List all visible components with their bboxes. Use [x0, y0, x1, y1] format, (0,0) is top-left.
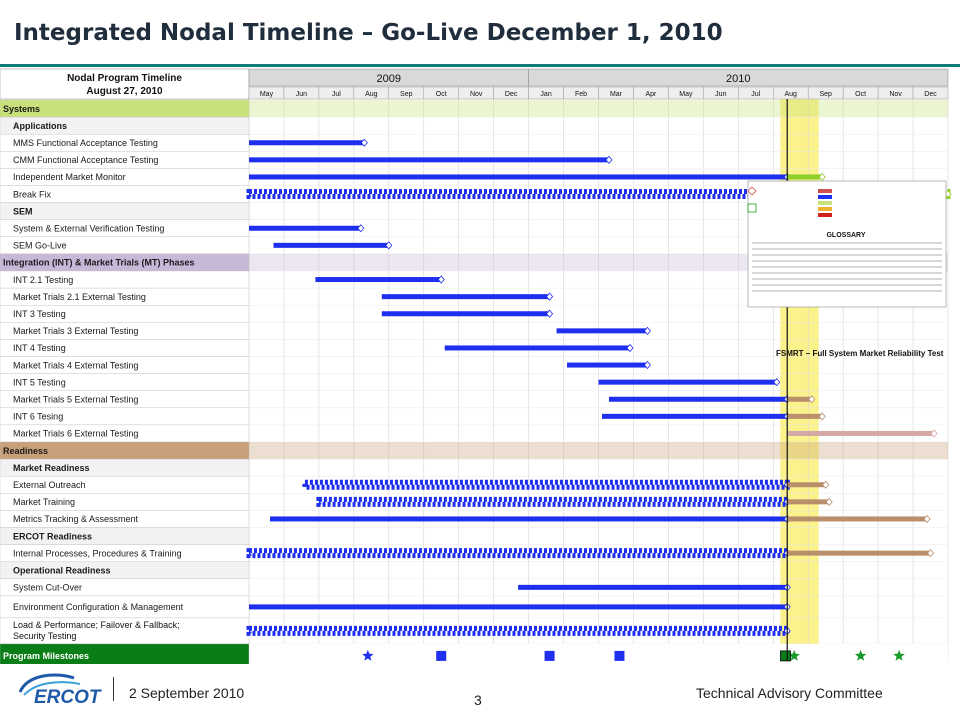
row-label: External Outreach: [13, 479, 86, 490]
row-band: [249, 100, 948, 117]
month-label: Aug: [784, 91, 797, 98]
gantt-bar: [787, 499, 829, 504]
row-label: INT 6 Tesing: [13, 411, 64, 422]
row-label: Break Fix: [13, 189, 52, 200]
gantt-bar: [270, 516, 787, 521]
row-label: Environment Configuration & Management: [13, 602, 184, 613]
month-label: Apr: [645, 91, 657, 98]
row-label: INT 3 Testing: [13, 308, 66, 319]
golive-milestone: [780, 651, 790, 661]
title-divider: [0, 64, 960, 67]
gantt-bar: [249, 140, 364, 145]
gantt-bar: [249, 226, 361, 231]
gantt-bar: [787, 431, 934, 436]
row-label: Market Trials 2.1 External Testing: [13, 291, 146, 302]
row-label: Market Trials 4 External Testing: [13, 360, 139, 371]
header-date: August 27, 2010: [86, 86, 163, 97]
row-label: MMS Functional Acceptance Testing: [13, 137, 158, 148]
legend-swatch: [818, 207, 832, 211]
month-label: Dec: [504, 91, 518, 98]
row-label: Systems: [3, 103, 41, 114]
header-title: Nodal Program Timeline: [67, 73, 182, 84]
gantt-bar: [599, 380, 777, 385]
row-label: SEM Go-Live: [13, 240, 67, 251]
gantt-bar: [382, 294, 550, 299]
legend-glossary-line: [752, 284, 942, 286]
milestone-square: [436, 651, 446, 661]
month-label: Aug: [365, 91, 378, 98]
legend-swatch: [818, 195, 832, 199]
footer-separator: [113, 677, 114, 701]
gantt-bar: [382, 311, 550, 316]
gantt-bar: [518, 585, 787, 590]
row-label: ERCOT Readiness: [13, 531, 93, 542]
gantt-bar: [445, 345, 630, 350]
legend-glossary-line: [752, 248, 942, 250]
row-label-cell: [0, 203, 249, 220]
row-label: Security Testing: [13, 630, 77, 641]
month-label: Jul: [331, 91, 341, 98]
footer-date: 2 September 2010: [129, 685, 245, 701]
legend-glossary-line: [752, 254, 942, 256]
month-label: Nov: [889, 91, 902, 98]
row-label: Independent Market Monitor: [13, 172, 126, 183]
fsmrt-callout: FSMRT – Full System Market Reliability Test: [776, 349, 944, 358]
row-label: Market Training: [13, 497, 76, 508]
milestone-square: [545, 651, 555, 661]
month-label: Jun: [295, 91, 308, 98]
month-label: Feb: [574, 91, 588, 98]
month-label: Sep: [819, 91, 832, 98]
row-label: Readiness: [3, 445, 49, 456]
row-label: Load & Performance; Failover & Fallback;: [13, 619, 180, 630]
slide-title: Integrated Nodal Timeline – Go-Live December 1, 2010: [14, 20, 723, 46]
month-label: Jul: [751, 91, 761, 98]
gantt-bar: [557, 328, 648, 333]
gantt-bar: [249, 604, 787, 609]
gantt-svg: [0, 69, 948, 661]
gantt-bar: [609, 397, 787, 402]
row-label: Metrics Tracking & Assessment: [13, 514, 139, 525]
month-label: Mar: [609, 91, 623, 98]
legend-glossary-line: [752, 260, 942, 262]
month-label: May: [679, 91, 693, 98]
row-label: SEM: [13, 206, 33, 217]
legend-swatch: [818, 189, 832, 193]
row-label: INT 4 Testing: [13, 343, 66, 354]
row-band: [249, 442, 948, 459]
gantt-bar: [787, 551, 930, 556]
gantt-bar: [249, 174, 787, 179]
gantt-bar: [315, 277, 441, 282]
month-label: Jun: [715, 91, 727, 98]
legend-swatch: [818, 201, 832, 205]
row-label: Program Milestones: [3, 651, 90, 662]
row-label: INT 5 Testing: [13, 377, 66, 388]
gantt-bar: [787, 414, 822, 419]
legend-glossary-line: [752, 272, 942, 274]
page-number: 3: [474, 692, 482, 708]
row-label: Market Trials 6 External Testing: [13, 428, 139, 439]
legend-swatch: [818, 213, 832, 217]
month-label: Nov: [469, 91, 483, 98]
row-label: Operational Readiness: [13, 565, 111, 576]
gantt-bar: [787, 397, 811, 402]
svg-text:ERCOT: ERCOT: [34, 687, 101, 708]
row-label: Market Readiness: [13, 462, 90, 473]
month-label: May: [259, 91, 274, 98]
row-label: System Cut-Over: [13, 582, 83, 593]
row-label: Integration (INT) & Market Trials (MT) Phases: [3, 257, 195, 268]
month-label: Sep: [400, 91, 413, 98]
gantt-bar: [787, 516, 927, 521]
legend-glossary-line: [752, 290, 942, 292]
row-label: CMM Functional Acceptance Testing: [13, 155, 159, 166]
row-label: System & External Verification Testing: [13, 223, 165, 234]
ercot-logo: [14, 670, 108, 706]
year-label: 2009: [376, 73, 402, 85]
gantt-bar: [602, 414, 787, 419]
legend-title: GLOSSARY: [826, 232, 866, 239]
month-label: Dec: [924, 91, 937, 98]
year-label: 2010: [726, 73, 751, 85]
month-label: Oct: [855, 91, 867, 98]
gantt-chart: [0, 69, 948, 661]
gantt-bar: [567, 363, 647, 368]
row-label: INT 2.1 Testing: [13, 274, 74, 285]
footer-committee: Technical Advisory Committee: [696, 685, 883, 701]
gantt-bar: [273, 243, 388, 248]
legend-glossary-line: [752, 278, 942, 280]
row-label: Applications: [13, 120, 68, 131]
row-label: Market Trials 3 External Testing: [13, 326, 139, 337]
gantt-bar: [787, 174, 822, 179]
row-label: Internal Processes, Procedures & Training: [13, 548, 182, 559]
legend-glossary-line: [752, 266, 942, 268]
gantt-bar: [787, 482, 825, 487]
gantt-bar: [249, 157, 609, 162]
legend-glossary-line: [752, 242, 942, 244]
month-label: Jan: [540, 91, 552, 98]
month-label: Oct: [435, 91, 447, 98]
milestone-square: [614, 651, 624, 661]
row-label: Market Trials 5 External Testing: [13, 394, 139, 405]
